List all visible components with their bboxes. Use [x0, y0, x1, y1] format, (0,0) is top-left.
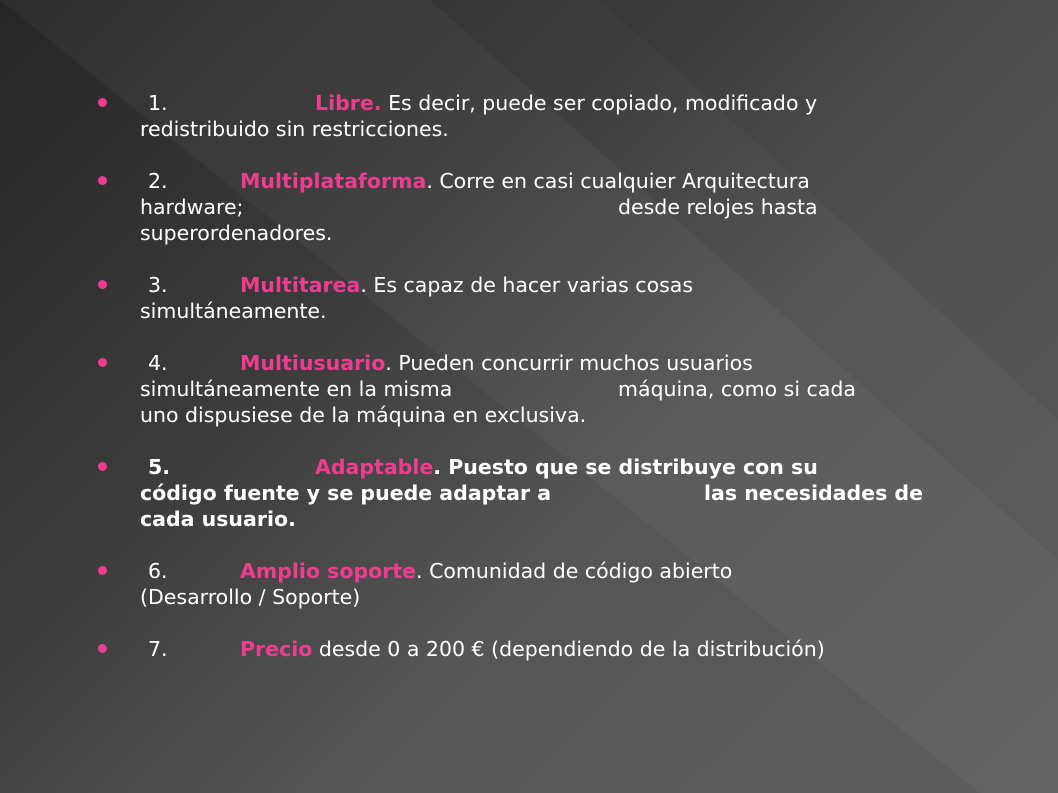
item-text: simultáneamente en la misma — [140, 377, 453, 401]
list-item — [98, 454, 998, 532]
slide-content — [98, 90, 998, 688]
item-text: hardware; — [140, 195, 244, 219]
list-item — [98, 90, 998, 142]
item-keyword: Adaptable — [315, 455, 434, 479]
item-number: 3. — [148, 273, 168, 297]
bullet-icon — [98, 566, 107, 575]
list-item — [98, 168, 998, 246]
list-item — [98, 350, 998, 428]
item-text: desde 0 a 200 € (dependiendo de la distribución) — [312, 637, 825, 661]
item-number: 1. — [148, 91, 168, 115]
bullet-icon — [98, 98, 107, 107]
item-text: . Es capaz de hacer varias cosas — [360, 273, 694, 297]
item-text: . Corre en casi cualquier Arquitectura — [426, 169, 810, 193]
item-text: desde relojes hasta — [618, 195, 818, 219]
item-keyword: Multiplataforma — [240, 169, 427, 193]
item-text: (Desarrollo / Soporte) — [140, 585, 361, 609]
item-number: 4. — [148, 351, 168, 375]
bullet-icon — [98, 176, 107, 185]
item-text: cada usuario. — [140, 507, 296, 531]
item-keyword: Precio — [240, 637, 313, 661]
item-keyword: Libre. — [315, 91, 382, 115]
item-text: Es decir, puede ser copiado, modificado y — [381, 91, 818, 115]
item-number: 7. — [148, 637, 168, 661]
item-text: simultáneamente. — [140, 299, 327, 323]
list-item — [98, 272, 998, 324]
item-text: . Pueden concurrir muchos usuarios — [385, 351, 753, 375]
item-keyword: Multitarea — [240, 273, 361, 297]
item-text: las necesidades de — [704, 481, 923, 505]
bullet-icon — [98, 358, 107, 367]
item-text: redistribuido sin restricciones. — [140, 117, 449, 141]
item-text: superordenadores. — [140, 221, 333, 245]
list-item — [98, 558, 998, 610]
item-number: 5. — [148, 455, 171, 479]
item-text: . Puesto que se distribuye con su — [433, 455, 818, 479]
item-keyword: Multiusuario — [240, 351, 386, 375]
bullet-icon — [98, 462, 107, 471]
item-number: 2. — [148, 169, 168, 193]
item-text: . Comunidad de código abierto — [416, 559, 733, 583]
item-text: máquina, como si cada — [618, 377, 856, 401]
bullet-icon — [98, 644, 107, 653]
item-text: código fuente y se puede adaptar a — [140, 481, 552, 505]
item-keyword: Amplio soporte — [240, 559, 417, 583]
item-number: 6. — [148, 559, 168, 583]
list-item — [98, 636, 998, 662]
item-text: uno dispusiese de la máquina en exclusiva. — [140, 403, 587, 427]
bullet-icon — [98, 280, 107, 289]
